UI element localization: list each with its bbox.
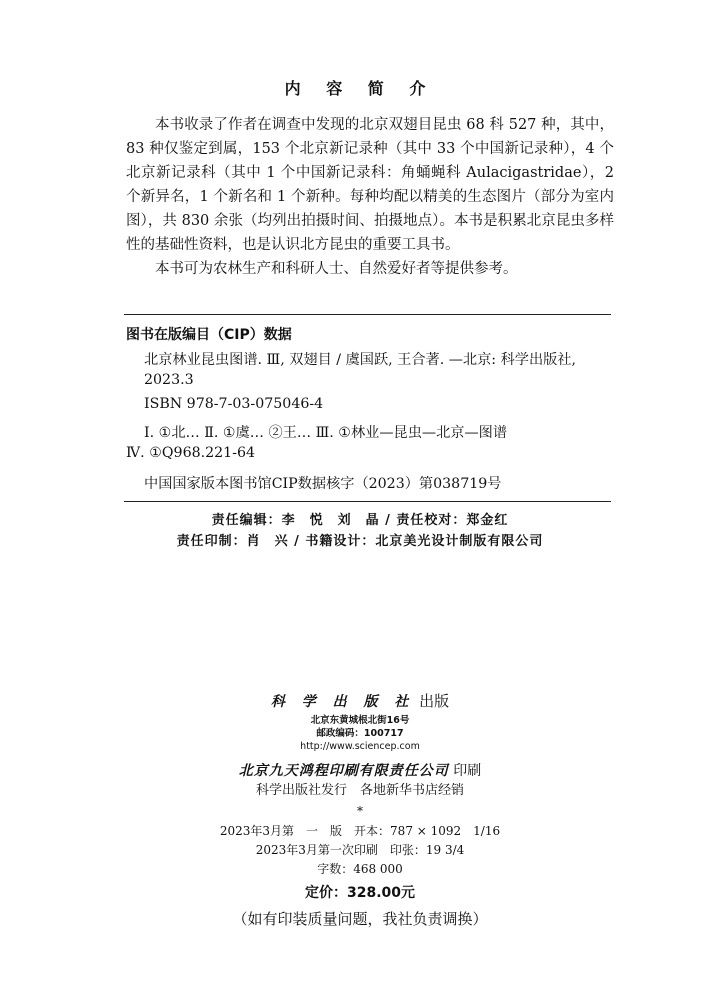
cip-classification: Ⅳ. ①Q968.221-64 — [126, 445, 256, 461]
summary-paragraph: 本书可为农林生产和科研人士、自然爱好者等提供参考。 — [155, 261, 518, 277]
publisher-logo: 科 学 出 版 社 — [270, 694, 415, 710]
printing-line: 2023年3月第一次印刷 印张：19 3/4 — [255, 843, 465, 857]
publisher-suffix: 出版 — [419, 692, 450, 710]
printer-suffix: 印刷 — [453, 763, 482, 779]
word-count: 字数：468 000 — [317, 862, 403, 876]
divider — [124, 501, 611, 502]
cip-heading: 图书在版编目（CIP）数据 — [126, 327, 292, 343]
printer-name: 北京九天鸿程印刷有限责任公司 — [238, 763, 449, 779]
cip-classification: Ⅰ. ①北… Ⅱ. ①虞… ②王… Ⅲ. ①林业—昆虫—北京—图谱 — [144, 425, 508, 441]
quality-notice: （如有印装质量问题，我社负责调换） — [232, 910, 488, 928]
cip-isbn: ISBN 978-7-03-075046-4 — [144, 396, 324, 412]
separator: * — [357, 804, 363, 818]
summary-body — [126, 113, 614, 281]
publisher-postcode: 邮政编码：100717 — [316, 728, 404, 739]
publisher-address: 北京东黄城根北街16号 — [310, 715, 410, 726]
edition-line: 2023年3月第 一 版 开本：787 × 1092 1/16 — [219, 824, 501, 838]
price: 定价：328.00元 — [304, 885, 416, 901]
printer-line — [0, 760, 720, 780]
cip-verification: 中国国家版本图书馆CIP数据核字（2023）第038719号 — [144, 476, 502, 492]
credits-editors: 责任编辑：李 悦 刘 晶 / 责任校对：郑金红 — [211, 513, 509, 528]
distribution: 科学出版社发行 各地新华书店经销 — [255, 783, 464, 798]
cip-record: 北京林业昆虫图谱. Ⅲ, 双翅目 / 虞国跃, 王合著. —北京: 科学出版社, 2023.3 — [144, 352, 577, 388]
summary-title: 内 容 简 介 — [284, 79, 436, 98]
publisher-line — [0, 690, 720, 711]
publisher-website: http://www.sciencep.com — [300, 741, 420, 752]
credits-production: 责任印制：肖 兴 / 书籍设计：北京美光设计制版有限公司 — [176, 534, 544, 549]
summary-paragraph: 本书收录了作者在调查中发现的北京双翅目昆虫 68 科 527 种，其中，83 种仅鉴定到属，153 个北京新记录种（其中 33 个中国新记录种），4 个北京新记录科（其中 1 个中国新记录科：角蛹蝇科 Aulacigastridae），2 个新异名，1 个新名和 1 个新种。每种均配以精美的生态图片（部分为室内图），共 830 余张（均列出拍摄时间、拍摄地点）。本书是积累北京昆虫多样性的基础性资料，也是认识北方昆虫的重要工具书。 — [126, 117, 614, 253]
divider — [124, 314, 611, 315]
